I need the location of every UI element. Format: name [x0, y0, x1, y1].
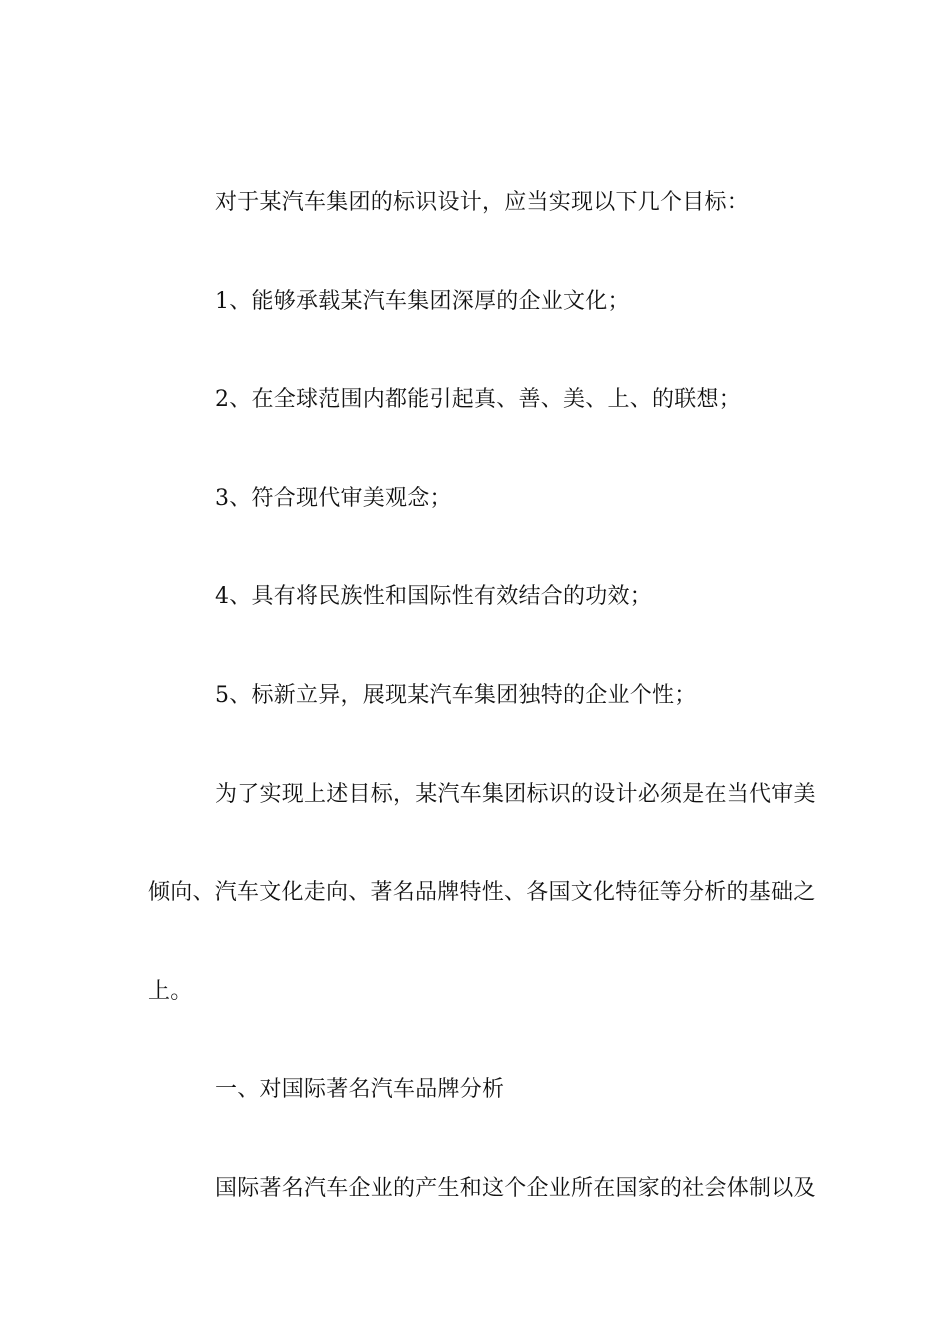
summary-line-2: 倾向、汽车文化走向、著名品牌特性、各国文化特征等分析的基础之: [148, 880, 816, 906]
summary-line-3: 上。: [148, 978, 193, 1004]
summary-line-1: 为了实现上述目标，某汽车集团标识的设计必须是在当代审美: [215, 781, 816, 807]
document-body: [148, 154, 828, 1239]
section-heading: 一、对国际著名汽车品牌分析: [215, 1077, 505, 1103]
goal-item-5: 5、标新立异，展现某汽车集团独特的企业个性；: [215, 682, 697, 708]
body-paragraph-line: 国际著名汽车企业的产生和这个企业所在国家的社会体制以及: [215, 1175, 816, 1201]
intro-paragraph: 对于某汽车集团的标识设计，应当实现以下几个目标：: [215, 190, 750, 215]
goal-item-2: 2、在全球范围内都能引起真、善、美、上、的联想；: [215, 387, 741, 413]
goal-item-4: 4、具有将民族性和国际性有效结合的功效；: [215, 584, 652, 610]
goal-item-3: 3、符合现代审美观念；: [215, 485, 452, 511]
goal-item-1: 1、能够承载某汽车集团深厚的企业文化；: [215, 288, 630, 314]
